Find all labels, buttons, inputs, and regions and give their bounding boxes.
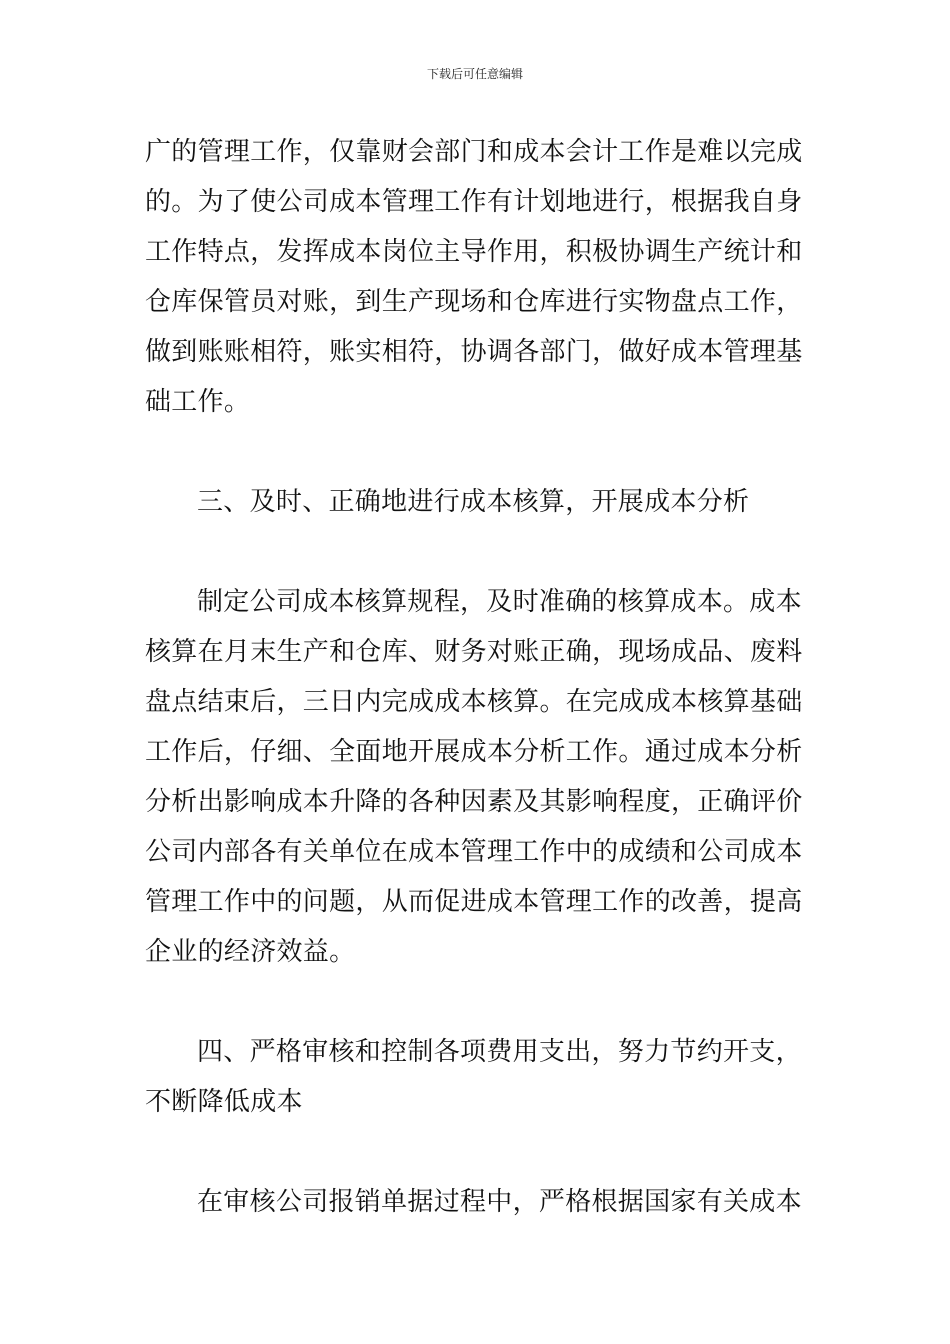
text-line: 础工作。 [145,387,251,417]
page-header: 下载后可任意编辑 [426,67,523,81]
section-heading-three [145,477,807,527]
heading-line: 不断降低成本 [145,1087,303,1117]
paragraph-expense-review [145,1177,807,1227]
heading-line: 三、及时、正确地进行成本核算，开展成本分析 [197,487,750,517]
text-line: 核算在月末生产和仓库、财务对账正确，现场成品、废料 [145,637,803,667]
section-heading-four [145,1027,807,1127]
heading-line: 四、严格审核和控制各项费用支出，努力节约开支， [197,1037,802,1067]
text-line: 管理工作中的问题，从而促进成本管理工作的改善，提高 [145,887,803,917]
text-line: 工作后，仔细、全面地开展成本分析工作。通过成本分析 [145,737,803,767]
paragraph-gap [145,1127,807,1177]
text-line: 盘点结束后，三日内完成成本核算。在完成成本核算基础 [145,687,803,717]
text-line: 做到账账相符，账实相符，协调各部门，做好成本管理基 [145,337,803,367]
text-line: 公司内部各有关单位在成本管理工作中的成绩和公司成本 [145,837,803,867]
paragraph-gap [145,527,807,577]
text-line: 企业的经济效益。 [145,937,356,967]
text-line: 的。为了使公司成本管理工作有计划地进行，根据我自身 [145,187,803,217]
text-line: 在审核公司报销单据过程中，严格根据国家有关成本 [197,1187,802,1217]
text-line: 广的管理工作，仅靠财会部门和成本会计工作是难以完成 [145,137,803,167]
document-body [145,127,807,1227]
text-line: 工作特点，发挥成本岗位主导作用，积极协调生产统计和 [145,237,803,267]
text-line: 仓库保管员对账，到生产现场和仓库进行实物盘点工作， [145,287,803,317]
text-line: 分析出影响成本升降的各种因素及其影响程度，正确评价 [145,787,803,817]
text-line: 制定公司成本核算规程，及时准确的核算成本。成本 [197,587,802,617]
paragraph-cost-accounting [145,577,807,977]
paragraph-gap [145,427,807,477]
paragraph-gap [145,977,807,1027]
paragraph-cost-management-continued [145,127,807,427]
